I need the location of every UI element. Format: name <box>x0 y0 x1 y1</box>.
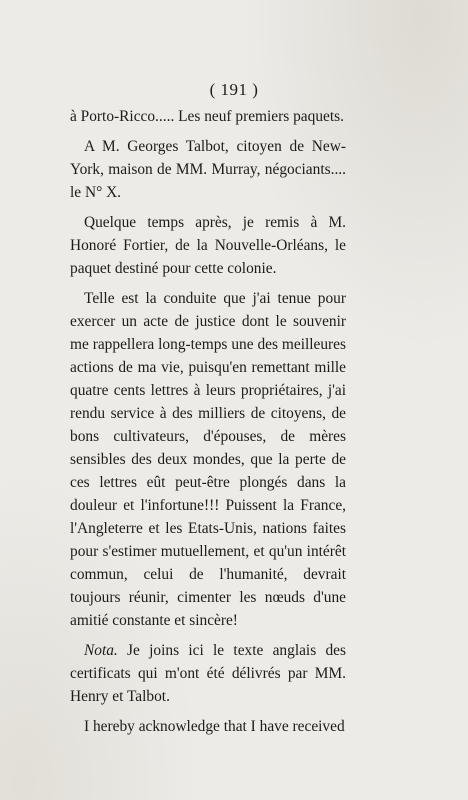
paragraph-english-start: I hereby acknowledge that I have received <box>84 718 345 735</box>
nota-text: Je joins ici le texte anglais des certificats qui m'ont été délivrés par MM. Henry et Talbot. <box>70 642 346 705</box>
paragraph-continuation: à Porto-Ricco..... Les neuf premiers paquets. <box>70 108 344 125</box>
page-number: ( 191 ) <box>209 80 259 99</box>
page-body <box>70 105 346 738</box>
nota-label: Nota. <box>84 642 118 659</box>
paragraph-nota <box>70 639 346 708</box>
paragraph-conduite: Telle est la conduite que j'ai tenue pour exercer un acte de justice dont le souvenir me rappellera long-temps une des meilleures actions de ma vie, puisqu'en remettant mille quatre cents lettres à leurs propriétaires, j'ai rendu service à des milliers de citoyens, de bons cultivateurs, d'épouses, de mères sensibles des deux mondes, que la perte de ces lettres eût peut-être plongés dans la douleur et l'infortune!!! Puissent la France, l'Angleterre et les Etats-Unis, nations faites pour s'estimer mutuellement, et qu'un intérêt commun, celui de l'humanité, devrait toujours réunir, cimenter les nœuds d'une amitié constante et sincère! <box>70 290 346 629</box>
paragraph-talbot: A M. Georges Talbot, citoyen de New-York, maison de MM. Murray, négociants.... le N° X. <box>70 138 346 201</box>
paragraph-fortier: Quelque temps après, je remis à M. Honoré Fortier, de la Nouvelle-Orléans, le paquet destiné pour cette colonie. <box>70 214 346 277</box>
